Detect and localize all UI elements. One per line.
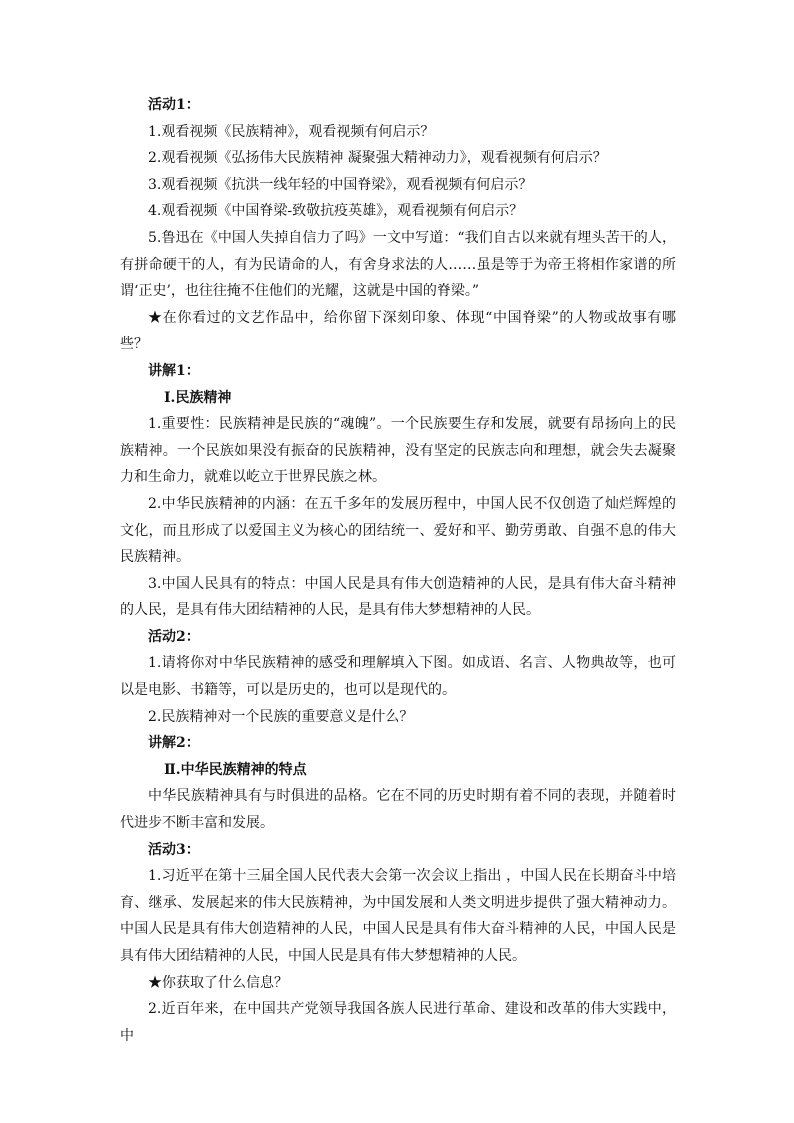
lecture-1-point-1: 1.重要性：民族精神是民族的“魂魄”。一个民族要生存和发展，就要有昂扬向上的民族精神。一个民族如果没有振奋的民族精神，没有坚定的民族志向和理想，就会失去凝聚力和生命力，就难以屹立于世界民族之林。	[120, 416, 676, 486]
activity-1-item-5: 5.鲁迅在《中国人失掉自信力了吗》一文中写道：“我们自古以来就有埋头苦干的人，有拼命硬干的人，有为民请命的人，有舍身求法的人……虽是等于为帝王将相作家谱的所谓‘正史’，也往往掩不住他们的光耀，这就是中国的脊梁。”	[120, 229, 676, 300]
lecture-2-heading: 讲解2：	[148, 735, 200, 752]
activity-1-item-1: 1.观看视频《民族精神》，观看视频有何启示？	[148, 123, 435, 140]
lecture-1-heading: 讲解1：	[148, 362, 200, 379]
activity-1-item-4: 4.观看视频《中国脊梁-致敬抗疫英雄》，观看视频有何启示？	[148, 203, 524, 220]
activity-2-item-1: 1.请将你对中华民族精神的感受和理解填入下图。如成语、名言、人物典故等，也可以是电影、书籍等，可以是历史的，也可以是现代的。	[120, 655, 676, 699]
activity-1-star-question: ★在你看过的文艺作品中，给你留下深刻印象、体现“中国脊梁”的人物或故事有哪些？	[120, 309, 676, 353]
activity-3-item-2: 2.近百年来，在中国共产党领导我国各族人民进行革命、建设和改革的伟大实践中，中	[120, 1001, 676, 1044]
lecture-1-point-2: 2.中华民族精神的内涵：在五千多年的发展历程中，中国人民不仅创造了灿烂辉煌的文化，而且形成了以爱国主义为核心的团结统一、爱好和平、勤劳勇敢、自强不息的伟大民族精神。	[120, 495, 676, 566]
activity-1-item-3: 3.观看视频《抗洪一线年轻的中国脊梁》，观看视频有何启示？	[148, 176, 533, 193]
section-2-title: Ⅱ.中华民族精神的特点	[164, 761, 307, 778]
lecture-2-paragraph: 中华民族精神具有与时俱进的品格。它在不同的历史时期有着不同的表现，并随着时代进步不断丰富和发展。	[120, 788, 676, 832]
section-1-title: Ⅰ.民族精神	[164, 389, 232, 406]
lecture-1-point-3: 3.中国人民具有的特点：中国人民是具有伟大创造精神的人民，是具有伟大奋斗精神的人民，是具有伟大团结精神的人民，是具有伟大梦想精神的人民。	[120, 575, 676, 619]
activity-3-heading: 活动3：	[148, 841, 200, 858]
activity-2-item-2: 2.民族精神对一个民族的重要意义是什么？	[148, 708, 414, 725]
activity-2-heading: 活动2：	[148, 628, 200, 645]
activity-3-star-question: ★你获取了什么信息？	[148, 974, 288, 991]
activity-1-item-2: 2.观看视频《弘扬伟大民族精神 凝聚强大精神动力》，观看视频有何启示？	[148, 150, 607, 167]
activity-3-item-1: 1.习近平在第十三届全国人民代表大会第一次会议上指出 ，中国人民在长期奋斗中培育、继承、发展起来的伟大民族精神，为中国发展和人类文明进步提供了强大精神动力。中国人民是具有伟大创造精神的人民，中国人民是具有伟大奋斗精神的人民，中国人民是具有伟大团结精神的人民，中国人民是具有伟大梦想精神的人民。	[120, 868, 676, 964]
activity-1-heading: 活动1：	[148, 97, 200, 113]
